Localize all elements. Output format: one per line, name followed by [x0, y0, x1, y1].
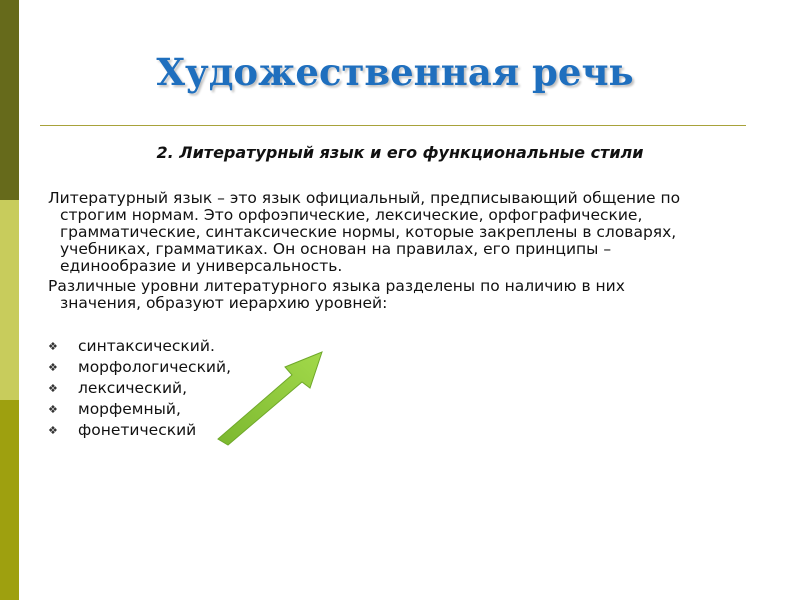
paragraph-line: строгим нормам. Это орфоэпические, лексические, орфографические, [60, 206, 643, 224]
list-item-label: морфологический, [78, 358, 232, 376]
levels-list [48, 336, 231, 441]
paragraph-levels [48, 278, 748, 312]
title-divider [40, 125, 746, 126]
slide-subtitle: 2. Литературный язык и его функциональные стили [156, 143, 644, 162]
diamond-bullet-icon: ❖ [48, 382, 58, 395]
sidebar-stripe-bottom [0, 400, 19, 600]
paragraph-line: учебниках, грамматиках. Он основан на правилах, его принципы – [60, 240, 612, 258]
paragraph-line: Литературный язык – это язык официальный, предписывающий общение по [48, 189, 681, 207]
list-item-label: морфемный, [78, 400, 181, 418]
list-item-label: синтаксический. [78, 337, 215, 355]
list-item [48, 357, 231, 378]
diamond-bullet-icon: ❖ [48, 361, 58, 374]
list-item [48, 399, 231, 420]
diamond-bullet-icon: ❖ [48, 424, 58, 437]
list-item [48, 378, 231, 399]
arrow-up-right-icon [210, 345, 335, 450]
paragraph-line: Различные уровни литературного языка разделены по наличию в них [48, 277, 625, 295]
paragraph-literary-language [48, 190, 748, 275]
paragraph-line: значения, образуют иерархию уровней: [60, 294, 388, 312]
diamond-bullet-icon: ❖ [48, 340, 58, 353]
slide-title: Художественная речь [156, 50, 634, 94]
list-item [48, 336, 231, 357]
sidebar-stripe-top [0, 0, 19, 200]
sidebar-stripe-middle [0, 200, 19, 400]
list-item-label: лексический, [78, 379, 188, 397]
paragraph-line: грамматические, синтаксические нормы, которые закреплены в словарях, [60, 223, 677, 241]
diamond-bullet-icon: ❖ [48, 403, 58, 416]
list-item [48, 420, 231, 441]
paragraph-line: единообразие и универсальность. [60, 257, 343, 275]
list-item-label: фонетический [78, 421, 197, 439]
